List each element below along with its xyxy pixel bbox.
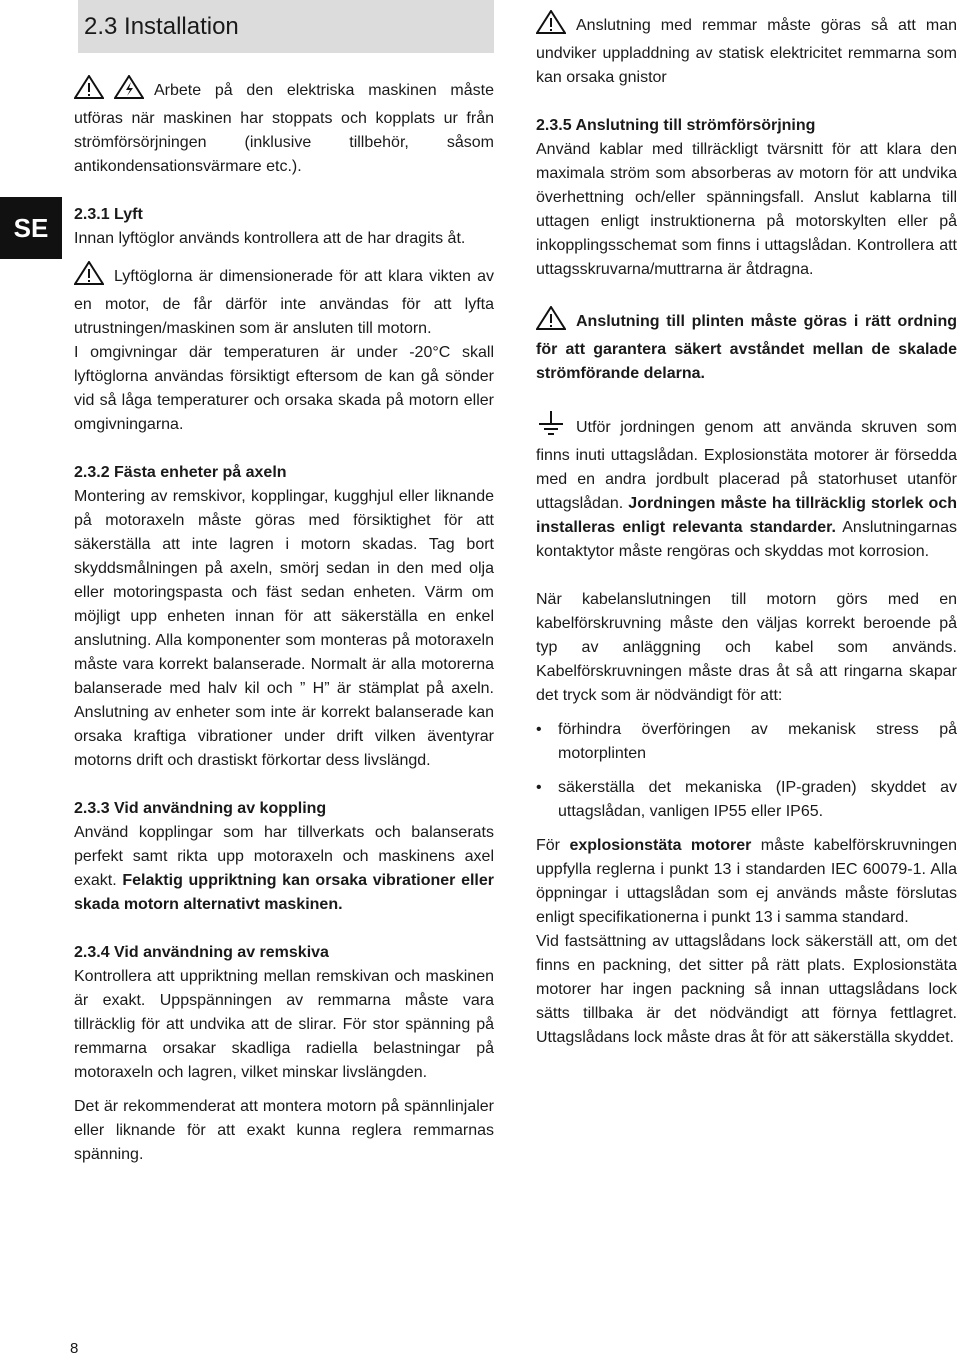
warning-icon [536,306,566,338]
subsection-title: 2.3.3 Vid användning av koppling [74,800,327,817]
page-number: 8 [70,1340,79,1357]
paragraph: Det är rekommenderat att montera motorn på spännlinjaler eller liknande för att exakt kunna reglera remmarnas spänning. [74,1098,494,1163]
section-heading: 2.3 Installation [78,0,494,53]
subsection-title: 2.3.4 Vid användning av remskiva [74,944,329,961]
left-column [74,0,494,1167]
paragraph: Innan lyftöglor används kontrollera att de har dragits åt. [74,230,466,247]
paragraph: Kontrollera att uppriktning mellan remskivan och maskinen är exakt. Uppspänningen av remmarna måste vara tillräcklig för att undvika att de slirar. För stor spänning på remmarna orsakar skadliga radiella belastningar på motoraxeln och lagren, vilket minskar livslängden. [74,968,494,1081]
list-item: • förhindra överföringen av mekanisk stress på motorplinten [536,718,957,766]
list-item: • säkerställa det mekaniska (IP-graden) skyddet av uttagslådan, vanligen IP55 eller IP65. [536,776,957,824]
warning-icon [74,261,104,293]
subsection-title: 2.3.1 Lyft [74,206,143,223]
warning-icon [536,10,566,42]
paragraph: Montering av remskivor, kopplingar, kugghjul eller liknande på motoraxeln måste göras med försiktighet för att säkerställa att inte lagren i motorn skadas. Tag bort skyddsmålningen på axeln, smörj sedan in den med olja eller motoringspasta och fäst sedan enheten. Värm om möjligt upp enheten innan för att säkerställa en enkel anslutning. Alla komponenter som monteras på motoraxeln måste vara korrekt balanserade. Normalt är alla motorerna balanserade med halv kil och ” H” är stämplat på axeln. Anslutning av enheter som inte är korrekt balanserade kan orsaka kraftiga vibrationer under drift vilken äventyrar motorns drift och drastiskt förkortar dess livslängd. [74,488,494,769]
earth-ground-icon [536,410,566,444]
lifting-warning: Lyftöglorna är dimensionerade för att klara vikten av en motor, de får därför inte användas för att lyfta utrustningen/maskinen som är ansluten till motorn. [74,261,494,341]
subsection-title: 2.3.5 Anslutning till strömförsörjning [536,117,816,134]
warning-icon [74,75,104,107]
paragraph: För explosionstäta motorer måste kabelförskruvningen uppfylla reglerna i punkt 13 i standarden IEC 60079-1. Alla öppningar i uttagslådan som ej används måste förslutas enligt specifikationerna i punkt 13 i samma standard. [536,837,957,926]
right-column [536,10,957,1050]
subsection-title: 2.3.2 Fästa enheter på axeln [74,464,287,481]
terminal-warning: Anslutning till plinten måste göras i rätt ordning för att garantera säkert avståndet mellan de skalade strömförande delarna. [536,306,957,386]
bullet-list [536,718,957,824]
language-tab: SE [0,197,62,259]
intro-warning: Arbete på den elektriska maskinen måste utföras när maskinen har stoppats och kopplats ur från strömförsörjningen (inklusive tillbehör, såsom antikondensationsvärmare etc.). [74,75,494,179]
paragraph: När kabelanslutningen till motorn görs med en kabelförskruvning måste den väljas korrekt beroende på typ av anläggning och kabel som används. Kabelförskruvningen måste dras åt så att ringarna skapar det tryck som är nödvändigt för att: [536,591,957,704]
paragraph: Använd kopplingar som har tillverkats och balanserats perfekt samt rikta upp motoraxeln och maskinens axel exakt. Felaktig uppriktning kan orsaka vibrationer eller skada motorn alternativt maskinen. [74,824,494,913]
earthing-paragraph: Utför jordningen genom att använda skruven som finns inuti uttagslådan. Explosionstäta motorer är försedda med en andra jordbult placerad på statorhuset utanför uttagslådan. Jordningen måste ha tillräcklig storlek och installeras enligt relevanta standarder. Anslutningarnas kontaktytor måste rengöras och skyddas mot korrosion. [536,410,957,564]
paragraph: I omgivningar där temperaturen är under -20°C skall lyftöglorna användas försiktigt eftersom de kan gå sönder vid så låga temperaturer och orsaka skada på motorn eller omgivningarna. [74,344,494,433]
electrical-hazard-icon [114,75,144,107]
paragraph: Använd kablar med tillräckligt tvärsnitt för att klara den maximala ström som absorberas av motorn för att undvika överhettning och/eller spänningsfall. Anslut kablarna till uttagen enligt instruktionerna på motorskylten eller på inkopplingsschemat som finns i uttagslådan. Kontrollera att uttagsskruvarna/muttrarna är åtdragna. [536,141,957,278]
belt-warning: Anslutning med remmar måste göras så att man undviker uppladdning av statisk elektricitet remmarna som kan orsaka gnistor [536,10,957,90]
paragraph: Vid fastsättning av uttagslådans lock säkerställ att, om det finns en packning, det sitter på rätt plats. Explosionstäta motorer har ingen packning så innan uttagslådans lock sätts tillbaka är det nödvändigt att förnya fettlagret. Uttagslådans lock måste dras åt för att säkerställa skyddet. [536,933,957,1046]
